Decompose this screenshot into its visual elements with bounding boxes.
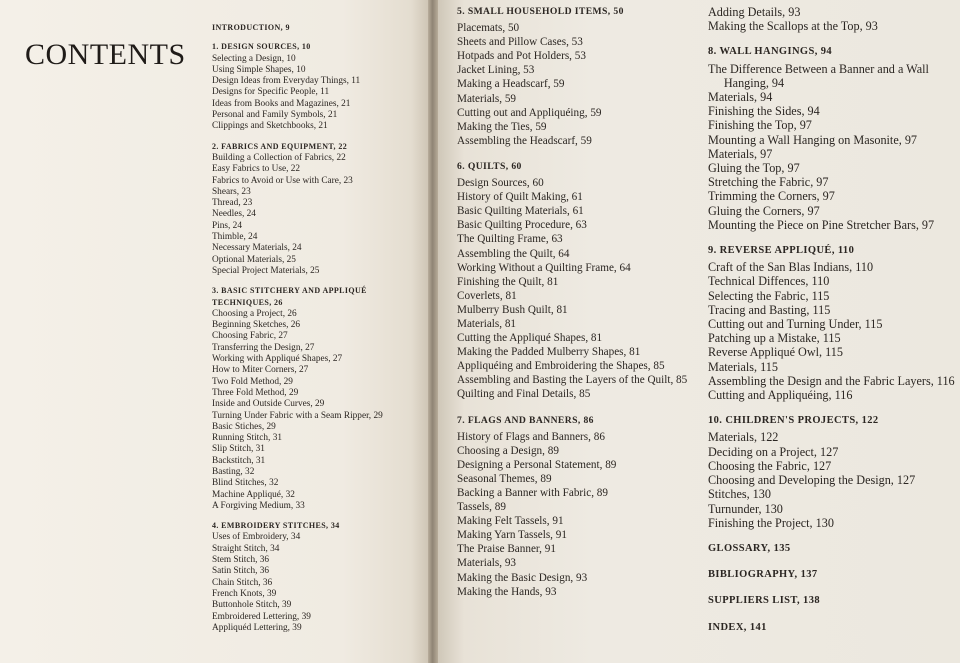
toc-section-heading: BIBLIOGRAPHY, 137 xyxy=(708,569,818,581)
toc-entry: Finishing the Sides, 94 xyxy=(708,104,820,119)
toc-entry: Appliquéd Lettering, 39 xyxy=(212,622,302,633)
toc-entry: A Forgiving Medium, 33 xyxy=(212,500,305,511)
toc-section-heading: 1. DESIGN SOURCES, 10 xyxy=(212,42,311,52)
toc-entry: Stem Stitch, 36 xyxy=(212,555,270,566)
toc-entry: Embroidered Lettering, 39 xyxy=(212,611,311,622)
toc-entry: Cutting and Appliquéing, 116 xyxy=(708,388,853,403)
toc-entry: Design Sources, 60 xyxy=(457,177,544,190)
toc-section-heading: INTRODUCTION, 9 xyxy=(212,23,290,32)
toc-entry: Tracing and Basting, 115 xyxy=(708,302,831,317)
toc-entry: Mounting a Wall Hanging on Masonite, 97 xyxy=(708,132,918,147)
toc-column-right xyxy=(708,5,960,637)
toc-entry: Basic Stiches, 29 xyxy=(212,421,276,432)
toc-entry: French Knots, 39 xyxy=(212,588,277,599)
toc-entry: Necessary Materials, 24 xyxy=(212,243,302,254)
toc-section-heading: 3. BASIC STITCHERY AND APPLIQUÉ TECHNIQUES, 26 xyxy=(212,286,367,307)
toc-entry: Stitches, 130 xyxy=(708,487,771,502)
toc-entry: History of Flags and Banners, 86 xyxy=(457,430,605,443)
toc-entry: Materials, 59 xyxy=(457,92,517,105)
toc-entry: Patching up a Mistake, 115 xyxy=(708,331,841,346)
toc-entry: Buttonhole Stitch, 39 xyxy=(212,600,292,611)
toc-entry: Fabrics to Avoid or Use with Care, 23 xyxy=(212,175,353,186)
toc-entry: Reverse Appliqué Owl, 115 xyxy=(708,345,843,360)
toc-entry: Appliquéing and Embroidering the Shapes, 85 xyxy=(457,360,665,373)
toc-section-heading: 7. FLAGS AND BANNERS, 86 xyxy=(457,414,594,426)
toc-entry: Backing a Banner with Fabric, 89 xyxy=(457,487,608,499)
toc-entry: Shears, 23 xyxy=(212,186,251,197)
toc-entry: Choosing and Developing the Design, 127 xyxy=(708,473,916,488)
toc-entry: Chain Stitch, 36 xyxy=(212,577,273,588)
toc-entry: Gluing the Top, 97 xyxy=(708,161,800,176)
toc-entry: Assembling the Quilt, 64 xyxy=(457,247,570,260)
toc-entry: Straight Stitch, 34 xyxy=(212,543,280,554)
toc-entry: Trimming the Corners, 97 xyxy=(708,189,835,204)
toc-entry: Satin Stitch, 36 xyxy=(212,566,270,577)
toc-entry: Blind Stitches, 32 xyxy=(212,478,279,489)
toc-entry: Uses of Embroidery, 34 xyxy=(212,532,301,543)
toc-entry: Clippings and Sketchbooks, 21 xyxy=(212,121,328,132)
toc-entry: Assembling and Basting the Layers of the Quilt, 85 xyxy=(457,374,688,387)
toc-entry: Mulberry Bush Quilt, 81 xyxy=(457,303,568,316)
toc-entry: The Quilting Frame, 63 xyxy=(457,233,563,246)
toc-entry: History of Quilt Making, 61 xyxy=(457,191,583,204)
toc-entry: Working Without a Quilting Frame, 64 xyxy=(457,261,631,274)
toc-entry: Machine Appliqué, 32 xyxy=(212,489,295,500)
toc-entry: Using Simple Shapes, 10 xyxy=(212,64,306,75)
toc-entry: The Difference Between a Banner and a Wall Hanging, 94 xyxy=(708,61,929,90)
toc-entry: Cutting the Appliqué Shapes, 81 xyxy=(457,332,603,345)
toc-entry: Adding Details, 93 xyxy=(708,5,801,19)
toc-entry: Making Felt Tassels, 91 xyxy=(457,515,564,528)
toc-entry: Deciding on a Project, 127 xyxy=(708,444,839,459)
contents-title: CONTENTS xyxy=(25,38,186,72)
toc-entry: Finishing the Top, 97 xyxy=(708,118,812,133)
toc-entry: Designing a Personal Statement, 89 xyxy=(457,458,617,471)
toc-entry: Tassels, 89 xyxy=(457,501,506,514)
toc-entry: Personal and Family Symbols, 21 xyxy=(212,110,338,121)
toc-entry: Materials, 94 xyxy=(708,90,773,105)
toc-entry: Thimble, 24 xyxy=(212,232,258,243)
toc-entry: Materials, 97 xyxy=(708,146,773,161)
toc-entry: Special Project Materials, 25 xyxy=(212,265,320,276)
toc-section-heading: GLOSSARY, 135 xyxy=(708,542,791,554)
toc-entry: Basic Quilting Materials, 61 xyxy=(457,205,584,218)
toc-entry: Gluing the Corners, 97 xyxy=(708,203,820,218)
toc-entry: Three Fold Method, 29 xyxy=(212,387,299,398)
toc-entry: Coverlets, 81 xyxy=(457,289,517,302)
toc-entry: Pins, 24 xyxy=(212,220,242,231)
toc-entry: Optional Materials, 25 xyxy=(212,254,296,265)
book-gutter xyxy=(428,0,438,663)
toc-entry: Placemats, 50 xyxy=(457,22,520,35)
toc-entry: Ideas from Books and Magazines, 21 xyxy=(212,98,351,109)
toc-section-heading: 2. FABRICS AND EQUIPMENT, 22 xyxy=(212,141,348,151)
toc-entry: How to Miter Corners, 27 xyxy=(212,365,309,376)
toc-entry: Finishing the Project, 130 xyxy=(708,515,834,530)
toc-entry: Assembling the Design and the Fabric Layers, 116 xyxy=(708,373,955,388)
toc-entry: Finishing the Quilt, 81 xyxy=(457,275,559,288)
toc-entry: Technical Diffences, 110 xyxy=(708,274,830,289)
toc-entry: Choosing Fabric, 27 xyxy=(212,331,288,342)
toc-entry: Basic Quilting Procedure, 63 xyxy=(457,219,587,232)
toc-entry: Making the Scallops at the Top, 93 xyxy=(708,19,878,34)
toc-entry: Running Stitch, 31 xyxy=(212,433,282,444)
toc-entry: Turnunder, 130 xyxy=(708,501,783,516)
toc-entry: Craft of the San Blas Indians, 110 xyxy=(708,260,874,275)
toc-section-heading: 4. EMBROIDERY STITCHES, 34 xyxy=(212,521,340,531)
toc-entry: Jacket Lining, 53 xyxy=(457,64,535,77)
toc-entry: Hotpads and Pot Holders, 53 xyxy=(457,50,586,63)
toc-entry: Making Yarn Tassels, 91 xyxy=(457,529,567,542)
toc-entry: Quilting and Final Details, 85 xyxy=(457,388,591,401)
toc-entry: Design Ideas from Everyday Things, 11 xyxy=(212,76,361,87)
toc-entry: Making a Headscarf, 59 xyxy=(457,78,565,91)
toc-entry: Making the Ties, 59 xyxy=(457,120,547,133)
toc-entry: Selecting a Design, 10 xyxy=(212,53,296,64)
toc-entry: Choosing a Project, 26 xyxy=(212,308,297,319)
toc-entry: Thread, 23 xyxy=(212,198,253,209)
toc-section-heading: 9. REVERSE APPLIQUÉ, 110 xyxy=(708,245,855,257)
toc-entry: Turning Under Fabric with a Seam Ripper, 29 xyxy=(212,410,383,421)
toc-section-heading: 10. CHILDREN'S PROJECTS, 122 xyxy=(708,415,879,427)
toc-column-middle xyxy=(457,5,697,599)
toc-entry: Assembling the Headscarf, 59 xyxy=(457,134,592,147)
toc-entry: Needles, 24 xyxy=(212,209,256,220)
toc-section-heading: 5. SMALL HOUSEHOLD ITEMS, 50 xyxy=(457,6,624,17)
toc-entry: Building a Collection of Fabrics, 22 xyxy=(212,152,346,163)
toc-entry: Basting, 32 xyxy=(212,466,255,477)
toc-entry: Backstitch, 31 xyxy=(212,455,266,466)
toc-entry: Seasonal Themes, 89 xyxy=(457,472,552,485)
toc-entry: Choosing a Design, 89 xyxy=(457,444,559,457)
toc-entry: Materials, 122 xyxy=(708,430,779,445)
toc-entry: Two Fold Method, 29 xyxy=(212,376,293,387)
toc-entry: Easy Fabrics to Use, 22 xyxy=(212,164,301,175)
toc-entry: Working with Appliqué Shapes, 27 xyxy=(212,354,343,365)
toc-section-heading: SUPPLIERS LIST, 138 xyxy=(708,595,820,607)
toc-entry: Cutting out and Turning Under, 115 xyxy=(708,317,883,332)
toc-entry: Mounting the Piece on Pine Stretcher Bars, 97 xyxy=(708,217,935,232)
toc-entry: The Praise Banner, 91 xyxy=(457,543,556,556)
toc-section-heading: INDEX, 141 xyxy=(708,621,767,633)
toc-entry: Inside and Outside Curves, 29 xyxy=(212,399,325,410)
toc-entry: Designs for Specific People, 11 xyxy=(212,87,330,98)
toc-entry: Choosing the Fabric, 127 xyxy=(708,458,832,473)
toc-entry: Stretching the Fabric, 97 xyxy=(708,175,829,190)
toc-entry: Materials, 115 xyxy=(708,359,778,374)
toc-entry: Making the Padded Mulberry Shapes, 81 xyxy=(457,346,641,359)
toc-section-heading: 6. QUILTS, 60 xyxy=(457,160,522,172)
toc-entry: Slip Stitch, 31 xyxy=(212,444,265,455)
toc-entry: Making the Hands, 93 xyxy=(457,585,557,598)
toc-entry: Sheets and Pillow Cases, 53 xyxy=(457,36,583,49)
toc-entry: Materials, 93 xyxy=(457,557,517,570)
toc-entry: Making the Basic Design, 93 xyxy=(457,571,588,584)
toc-column-left xyxy=(212,22,422,634)
toc-entry: Materials, 81 xyxy=(457,317,517,330)
toc-section-heading: 8. WALL HANGINGS, 94 xyxy=(708,46,833,58)
toc-entry: Selecting the Fabric, 115 xyxy=(708,288,830,303)
toc-entry: Transferring the Design, 27 xyxy=(212,342,315,353)
toc-entry: Cutting out and Appliquéing, 59 xyxy=(457,106,602,119)
toc-entry: Beginning Sketches, 26 xyxy=(212,320,301,331)
